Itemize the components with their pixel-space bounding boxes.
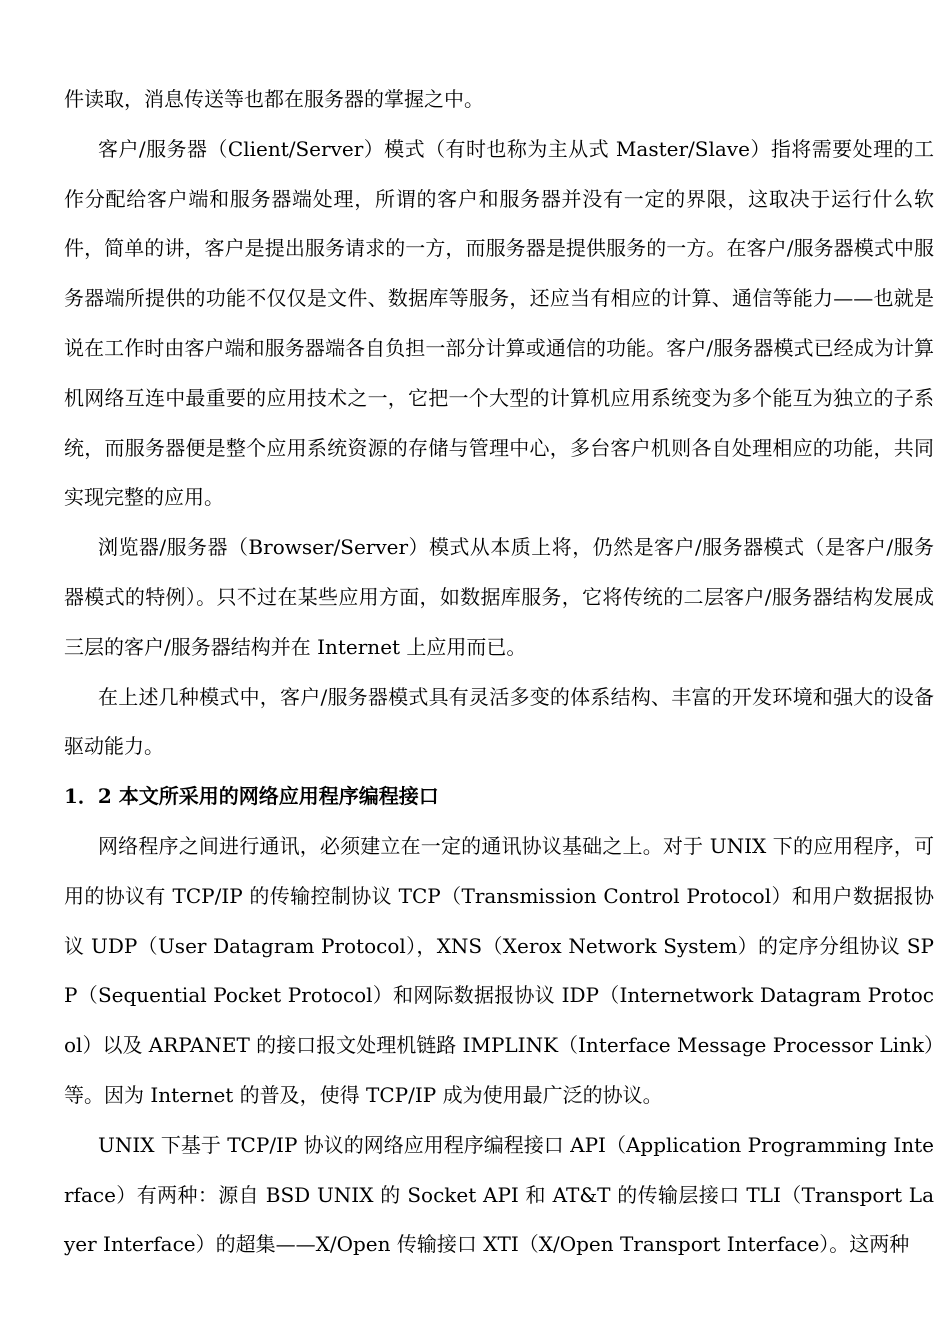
paragraph-client-server: 客户/服务器（Client/Server）模式（有时也称为主从式 Master/Slave）指将需要处理的工作分配给客户端和服务器端处理，所谓的客户和服务器并没有一定的界限，这取决于运行什么软件，简单的讲，客户是提出服务请求的一方，而服务器是提供服务的一方。在客户/服务器模式中服务器端所提供的功能不仅仅是文件、数据库等服务，还应当有相应的计算、通信等能力——也就是说在工作时由客户端和服务器端各自负担一部分计算或通信的功能。客户/服务器模式已经成为计算机网络互连中最重要的应用技术之一，它把一个大型的计算机应用系统变为多个能互为独立的子系统，而服务器便是整个应用系统资源的存储与管理中心，多台客户机则各自处理相应的功能，共同实现完整的应用。 — [64, 136, 934, 510]
document-page — [64, 75, 934, 1270]
paragraph-browser-server: 浏览器/服务器（Browser/Server）模式从本质上将，仍然是客户/服务器模式（是客户/服务器模式的特例）。只不过在某些应用方面，如数据库服务，它将传统的二层客户/服务器结构发展成三层的客户/服务器结构并在 Internet 上应用而已。 — [64, 535, 934, 659]
paragraph-api: UNIX 下基于 TCP/IP 协议的网络应用程序编程接口 API（Application Programming Interface）有两种：源自 BSD UNIX 的 Socket API 和 AT&T 的传输层接口 TLI（Transport Layer Interface）的超集——X/Open 传输接口 XTI（X/Open Transport Interface）。这两种 — [64, 1132, 934, 1257]
paragraph-summary: 在上述几种模式中，客户/服务器模式具有灵活多变的体系结构、丰富的开发环境和强大的设备驱动能力。 — [64, 684, 934, 759]
paragraph-continuation: 件读取，消息传送等也都在服务器的掌握之中。 — [64, 87, 484, 111]
section-heading: 1．2 本文所采用的网络应用程序编程接口 — [64, 784, 439, 809]
paragraph-protocols: 网络程序之间进行通讯，必须建立在一定的通讯协议基础之上。对于 UNIX 下的应用程序，可用的协议有 TCP/IP 的传输控制协议 TCP（Transmission Control Protocol）和用户数据报协议 UDP（User Datagram Protocol），XNS（Xerox Network System）的定序分组协议 SPP（Sequential Pocket Protocol）和网际数据报协议 IDP（Internetwork Datagram Protocol）以及 ARPANET 的接口报文处理机链路 IMPLINK（Interface Message Processor Link）等。因为 Internet 的普及，使得 TCP/IP 成为使用最广泛的协议。 — [64, 833, 934, 1107]
